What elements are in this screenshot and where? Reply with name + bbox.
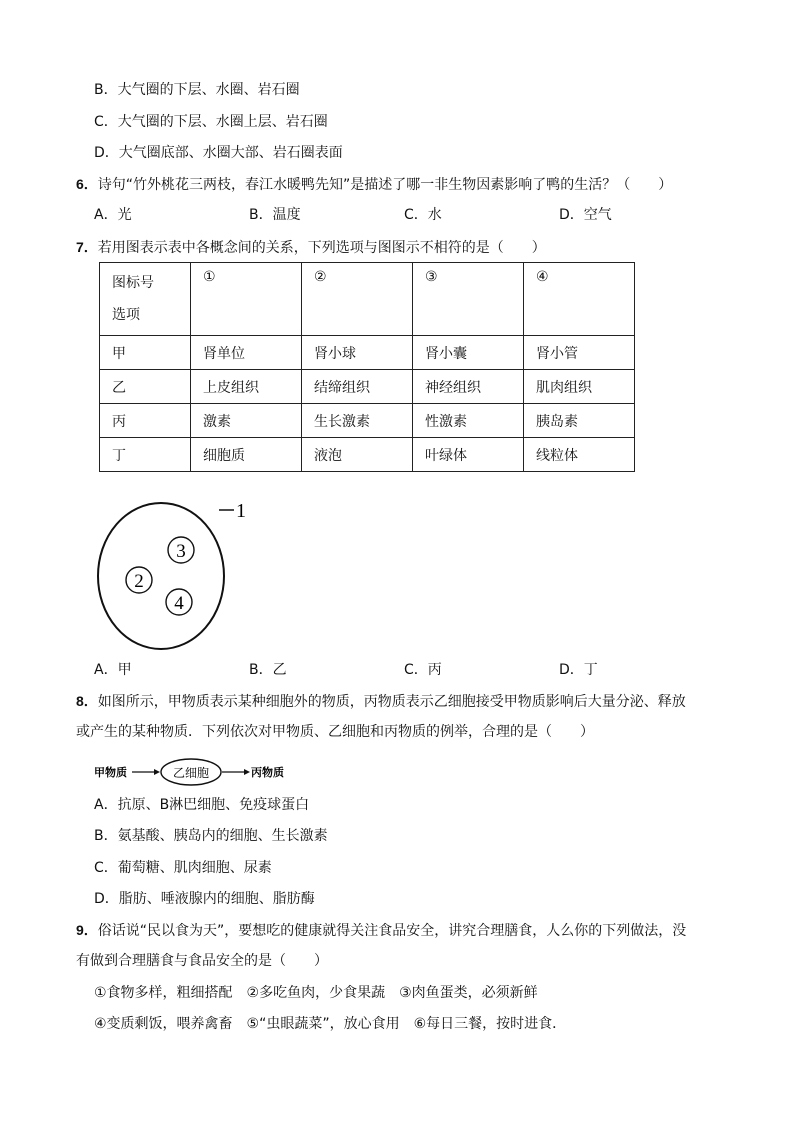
- q6-option-a: A．光: [94, 207, 132, 223]
- table-header-row: [100, 263, 635, 336]
- column-header: ①: [191, 263, 302, 336]
- table-cell: 激素: [191, 404, 302, 438]
- q9-items-line1: ①食物多样，粗细搭配 ②多吃鱼肉，少食果蔬 ③肉鱼蛋类，必须新鲜: [94, 985, 538, 1001]
- q9-number: 9．: [76, 922, 98, 938]
- table-cell: 叶绿体: [413, 438, 524, 472]
- q8-option-d: D．脂肪、唾液腺内的细胞、脂肪酶: [94, 891, 315, 907]
- table-cell: 结缔组织: [302, 370, 413, 404]
- q7-option-a: A．甲: [94, 662, 132, 678]
- q8-stem-line2: 或产生的某种物质．下列依次对甲物质、乙细胞和丙物质的例举，合理的是（ ）: [76, 724, 594, 740]
- row-label: 丁: [100, 438, 191, 472]
- q7-option-c: C．丙: [404, 662, 442, 678]
- row-label: 甲: [100, 336, 191, 370]
- q9-text-line1: 俗话说“民以食为天”，要想吃的健康就得关注食品安全，讲究合理膳食，人么你的下列做法，没: [97, 923, 687, 939]
- header-option-label: 选项: [112, 307, 140, 323]
- q7-option-d: D．丁: [559, 662, 598, 678]
- table-corner-cell: [100, 263, 191, 336]
- table-row: [100, 404, 635, 438]
- q8-number: 8．: [76, 693, 98, 709]
- column-header: ④: [524, 263, 635, 336]
- q6-option-d: D．空气: [559, 207, 612, 223]
- q8-stem-line1: [76, 691, 686, 712]
- flow-arrowhead-2: [244, 769, 250, 775]
- circle-4-label: 4: [174, 593, 184, 614]
- concept-diagram: [92, 478, 262, 654]
- q5-option-d: D．大气圈底部、水圈大部、岩石圈表面: [94, 145, 343, 161]
- q7-option-b: B．乙: [249, 662, 287, 678]
- flow-middle-label: 乙细胞: [172, 766, 210, 780]
- column-header: ③: [413, 263, 524, 336]
- q8-text-line1: 如图所示，甲物质表示某种细胞外的物质，丙物质表示乙细胞接受甲物质影响后大量分泌、释放: [97, 694, 686, 710]
- flow-right-label: 丙物质: [251, 766, 284, 779]
- q9-items-line2: ④变质剩饭，喂养禽畜 ⑤“虫眼蔬菜”，放心食用 ⑥每日三餐，按时进食．: [94, 1016, 567, 1032]
- table-cell: 胰岛素: [524, 404, 635, 438]
- q7-stem: [76, 237, 546, 258]
- q6-option-c: C．水: [404, 207, 442, 223]
- q5-option-b: B．大气圈的下层、水圈、岩石圈: [94, 82, 300, 98]
- circle-3-label: 3: [176, 541, 186, 562]
- outer-label: 1: [236, 500, 246, 522]
- circle-2-label: 2: [134, 571, 144, 592]
- q9-stem-line1: [76, 920, 686, 941]
- row-label: 乙: [100, 370, 191, 404]
- concept-table: [99, 262, 635, 472]
- row-label: 丙: [100, 404, 191, 438]
- table-cell: 性激素: [413, 404, 524, 438]
- outer-circle: [98, 503, 224, 649]
- q6-stem: [76, 174, 672, 195]
- table-cell: 上皮组织: [191, 370, 302, 404]
- header-figure-label: 图标号: [112, 275, 154, 291]
- table-cell: 肌肉组织: [524, 370, 635, 404]
- q9-stem-line2: 有做到合理膳食与食品安全的是（ ）: [76, 953, 328, 969]
- table-cell: 线粒体: [524, 438, 635, 472]
- table-cell: 肾单位: [191, 336, 302, 370]
- table-row: [100, 370, 635, 404]
- q6-option-b: B．温度: [249, 207, 301, 223]
- q8-option-b: B．氨基酸、胰岛内的细胞、生长激素: [94, 828, 328, 844]
- flow-diagram: [94, 756, 324, 788]
- q5-option-c: C．大气圈的下层、水圈上层、岩石圈: [94, 114, 328, 130]
- q6-text: 诗句“竹外桃花三两枝，春江水暖鸭先知”是描述了哪一非生物因素影响了鸭的生活？（ ）: [97, 177, 673, 193]
- table-cell: 细胞质: [191, 438, 302, 472]
- table-cell: 肾小管: [524, 336, 635, 370]
- table-cell: 肾小囊: [413, 336, 524, 370]
- table-cell: 生长激素: [302, 404, 413, 438]
- flow-left-label: 甲物质: [94, 766, 127, 779]
- table-cell: 神经组织: [413, 370, 524, 404]
- table-cell: 液泡: [302, 438, 413, 472]
- table-row: [100, 438, 635, 472]
- q8-option-c: C．葡萄糖、肌肉细胞、尿素: [94, 860, 272, 876]
- q7-text: 若用图表示表中各概念间的关系，下列选项与图图示不相符的是（ ）: [97, 240, 546, 256]
- q6-number: 6．: [76, 176, 98, 192]
- table-row: [100, 336, 635, 370]
- table-cell: 肾小球: [302, 336, 413, 370]
- flow-arrowhead-1: [154, 769, 160, 775]
- column-header: ②: [302, 263, 413, 336]
- q8-option-a: A．抗原、B淋巴细胞、免疫球蛋白: [94, 797, 310, 813]
- q7-number: 7．: [76, 239, 98, 255]
